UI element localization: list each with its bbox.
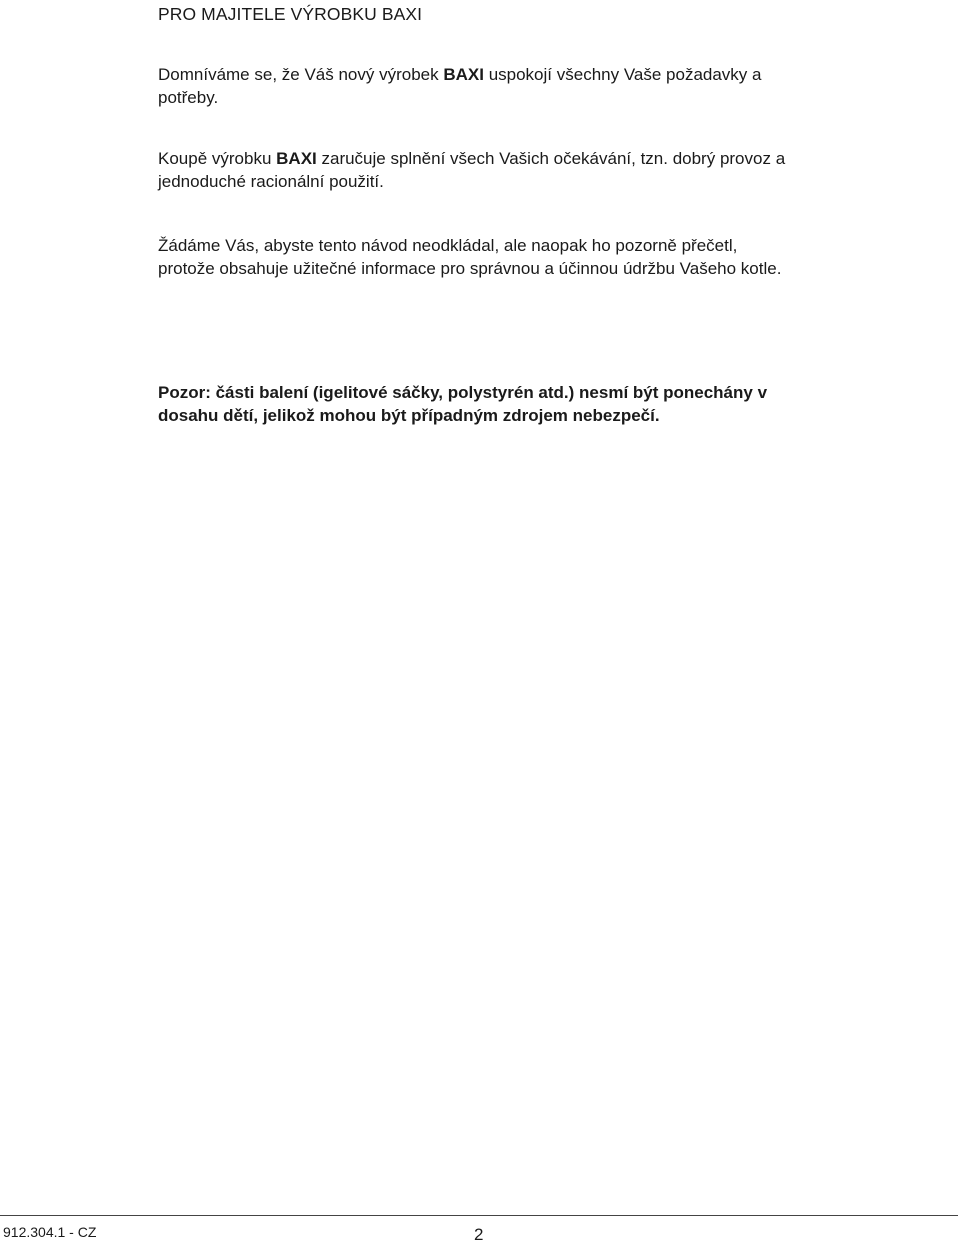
brand-name: BAXI	[276, 149, 317, 168]
manual-request-paragraph: Žádáme Vás, abyste tento návod neodkládal, ale naopak ho pozorně přečetl, protože obsahuje užitečné informace pro správnou a účinnou údržbu Vašeho kotle.	[158, 236, 782, 278]
intro-paragraph	[158, 64, 798, 109]
page-number: 2	[474, 1225, 484, 1244]
document-heading: PRO MAJITELE VÝROBKU BAXI	[158, 4, 423, 24]
purchase-text-end: zaručuje splnění všech Vašich očekávání, tzn. dobrý provoz a jednoduché racionální použití.	[158, 149, 786, 191]
document-code: 912.304.1 - CZ	[3, 1224, 97, 1240]
footer-divider	[0, 1215, 958, 1216]
intro-text-end: uspokojí všechny Vaše požadavky a potřeby.	[158, 65, 762, 107]
intro-text-start: Domníváme se, že Váš nový výrobek	[158, 65, 444, 84]
safety-warning: Pozor: části balení (igelitové sáčky, polystyrén atd.) nesmí být ponechány v dosahu dětí, jelikož mohou být případným zdrojem nebezpečí.	[158, 383, 768, 425]
brand-name: BAXI	[443, 65, 484, 84]
purchase-text-start: Koupě výrobku	[158, 149, 277, 168]
purchase-paragraph	[158, 148, 798, 193]
